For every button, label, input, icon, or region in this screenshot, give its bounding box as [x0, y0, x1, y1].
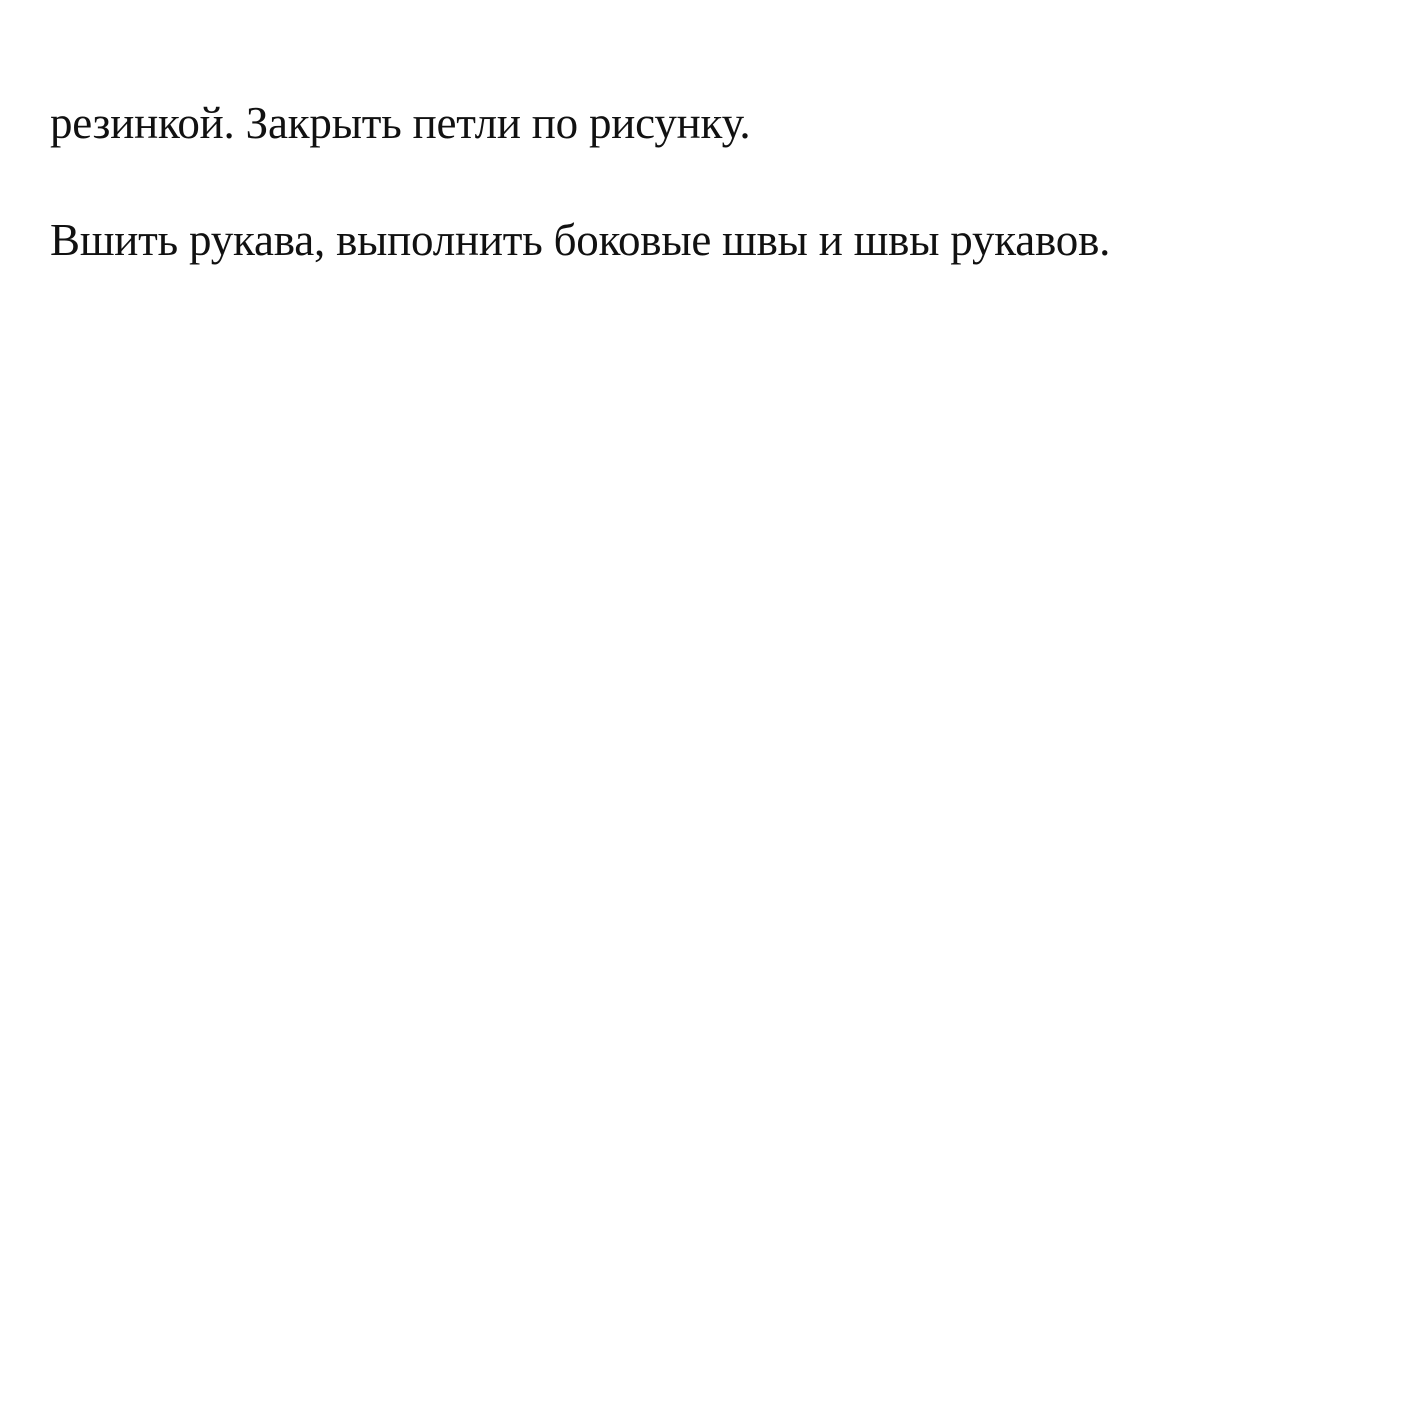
paragraph-sew-sleeves: Вшить рукава, выполнить боковые швы и швы рукавов. — [50, 215, 1111, 265]
paragraph-closing-stitches: резинкой. Закрыть петли по рисунку. — [50, 98, 751, 148]
